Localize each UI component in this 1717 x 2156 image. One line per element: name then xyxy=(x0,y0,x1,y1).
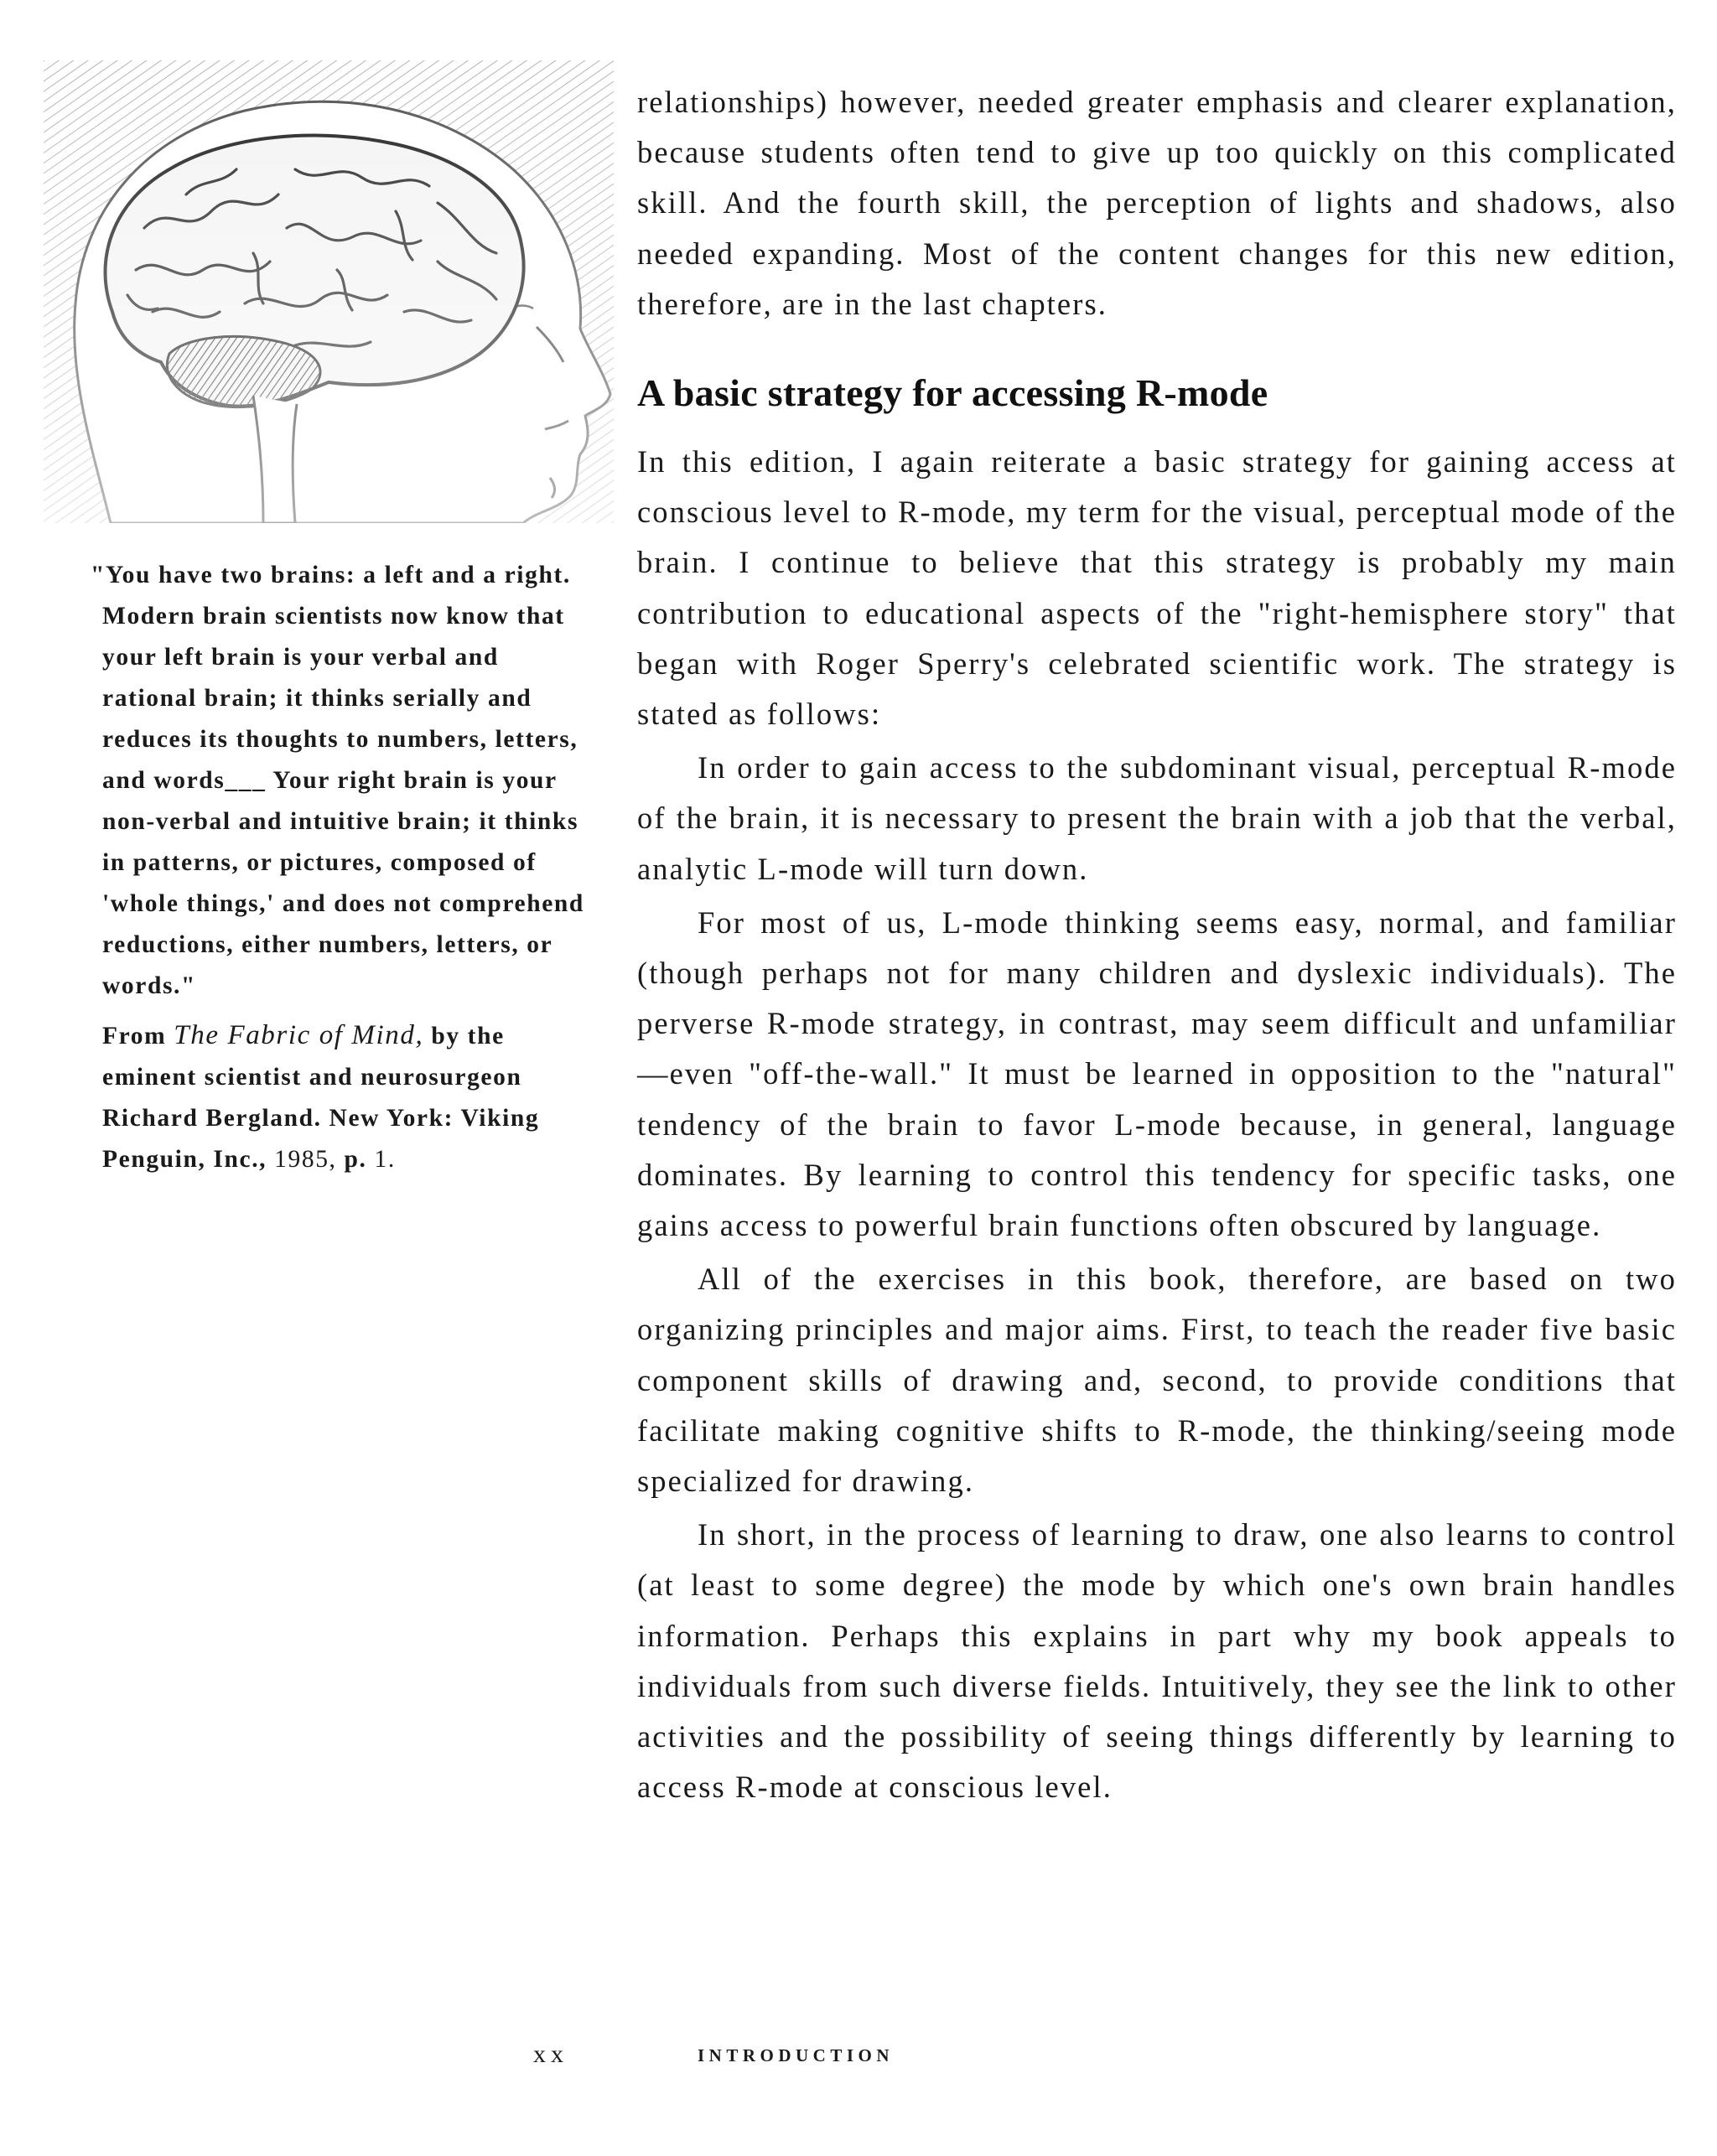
source-page-label: p. xyxy=(344,1146,367,1173)
brain-in-head-sketch-icon xyxy=(44,60,614,523)
source-page: 1. xyxy=(374,1146,396,1173)
source-title: The Fabric of Mind, xyxy=(174,1020,424,1050)
body-paragraph: All of the exercises in this book, therefore, are based on two organizing principles and major aims. First, to teach the reader five basic component skills of drawing and, second, to provide conditions that facilitate making cognitive shifts to R-mode, the thinking/seeing mode specialized for drawing. xyxy=(637,1262,1677,1499)
sidebar-source xyxy=(102,1015,595,1180)
source-by: by the eminent scientist and neurosurgeon Richard Bergland. New York: Viking Penguin, Inc., xyxy=(102,1023,540,1173)
body-paragraph: In this edition, I again reiterate a basic strategy for gaining access at conscious level to R-mode, my term for the visual, perceptual mode of the brain. I continue to believe that this strategy is probably my main contribution to educational aspects of the "right-hemisphere story" that began with Roger Sperry's celebrated scientific work. The strategy is stated as follows: xyxy=(637,444,1677,732)
sidebar-quote: "You have two brains: a left and a right. Modern brain scientists now know that your left brain is your verbal and rational brain; it thinks serially and reduces its thoughts to numbers, letters, and words___ Your right brain is your non-verbal and intuitive brain; it thinks in patterns, or pictures, composed of 'whole things,' and does not comprehend reductions, either numbers, letters, or words." xyxy=(91,562,584,999)
body-paragraph: In order to gain access to the subdominant visual, perceptual R-mode of the brain, it is necessary to present the brain with a job that the verbal, analytic L-mode will turn down. xyxy=(637,750,1677,886)
main-text-column xyxy=(637,77,1677,1813)
running-head: INTRODUCTION xyxy=(698,2045,895,2065)
brain-illustration xyxy=(44,60,614,523)
page-number: xx xyxy=(533,2040,568,2068)
sidebar-quote-block xyxy=(84,555,595,1180)
intro-paragraph: relationships) however, needed greater emphasis and clearer explanation, because students often tend to give up too quickly on this complicated skill. And the fourth skill, the perception of lights and shadows, also needed expanding. Most of the content changes for this new edition, therefore, are in the last chapters. xyxy=(637,85,1677,321)
source-from: From xyxy=(102,1023,167,1049)
section-heading: A basic strategy for accessing R-mode xyxy=(637,371,1268,415)
body-paragraph: For most of us, L-mode thinking seems easy, normal, and familiar (though perhaps not for many children and dyslexic individuals). The perverse R-mode strategy, in contrast, may seem difficult and unfamiliar—even "off-the-wall." It must be learned in opposition to the "natural" tendency of the brain to favor L-mode because, in general, language dominates. By learning to control this tendency for specific tasks, one gains access to powerful brain functions often obscured by language. xyxy=(637,904,1677,1243)
source-year: 1985, xyxy=(274,1146,337,1173)
body-paragraph: In short, in the process of learning to draw, one also learns to control (at least to some degree) the mode by which one's own brain handles information. Perhaps this explains in part why my book appeals to individuals from such diverse fields. Intuitively, they see the link to other activities and the possibility of seeing things differently by learning to access R-mode at conscious level. xyxy=(637,1517,1677,1805)
